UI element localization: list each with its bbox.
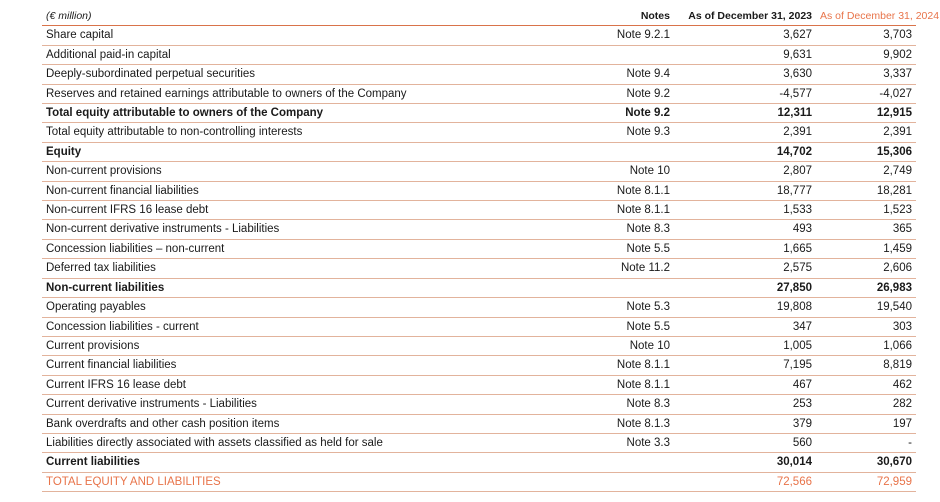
table-row (42, 239, 916, 258)
row-value-2023: 3,627 (678, 26, 816, 45)
row-value-2024: 3,703 (816, 26, 916, 45)
row-value-2023: 19,808 (678, 298, 816, 317)
row-label: Operating payables (42, 298, 550, 317)
row-note: Note 9.3 (550, 123, 678, 142)
row-label: Total equity attributable to owners of the Company (42, 104, 550, 123)
row-note: Note 8.1.1 (550, 375, 678, 394)
table-row (42, 433, 916, 452)
row-note: Note 3.3 (550, 433, 678, 452)
row-value-2024: - (816, 433, 916, 452)
row-note (550, 453, 678, 472)
row-value-2023: 72,566 (678, 472, 816, 491)
row-value-2024: 282 (816, 395, 916, 414)
row-note: Note 11.2 (550, 259, 678, 278)
row-value-2024: 15,306 (816, 142, 916, 161)
row-value-2024: 365 (816, 220, 916, 239)
row-value-2023: 493 (678, 220, 816, 239)
row-label: Concession liabilities - current (42, 317, 550, 336)
table-row (42, 162, 916, 181)
row-note: Note 5.5 (550, 239, 678, 258)
row-value-2023: 3,630 (678, 65, 816, 84)
row-note: Note 10 (550, 336, 678, 355)
row-label: Current provisions (42, 336, 550, 355)
table-row (42, 278, 916, 297)
row-value-2023: -4,577 (678, 84, 816, 103)
table-row (42, 375, 916, 394)
row-label: Deeply-subordinated perpetual securities (42, 65, 550, 84)
row-value-2024: -4,027 (816, 84, 916, 103)
row-label: Current liabilities (42, 453, 550, 472)
row-label: Total equity attributable to non-controlling interests (42, 123, 550, 142)
row-label: Bank overdrafts and other cash position items (42, 414, 550, 433)
row-value-2023: 18,777 (678, 181, 816, 200)
row-label: Non-current derivative instruments - Liabilities (42, 220, 550, 239)
row-note (550, 45, 678, 64)
row-value-2024: 8,819 (816, 356, 916, 375)
row-label: Reserves and retained earnings attributable to owners of the Company (42, 84, 550, 103)
row-value-2023: 1,665 (678, 239, 816, 258)
notes-column-header: Notes (550, 7, 678, 26)
balance-sheet (42, 7, 940, 492)
row-value-2024: 2,606 (816, 259, 916, 278)
row-label: Current derivative instruments - Liabilities (42, 395, 550, 414)
row-value-2023: 9,631 (678, 45, 816, 64)
table-row (42, 181, 916, 200)
row-label: Equity (42, 142, 550, 161)
row-value-2024: 2,391 (816, 123, 916, 142)
row-value-2023: 2,807 (678, 162, 816, 181)
row-value-2024: 3,337 (816, 65, 916, 84)
row-label: Non-current provisions (42, 162, 550, 181)
table-row (42, 84, 916, 103)
row-note (550, 472, 678, 491)
row-note (550, 278, 678, 297)
table-row (42, 104, 916, 123)
column-header-2023: As of December 31, 2023 (678, 7, 816, 26)
row-value-2024: 18,281 (816, 181, 916, 200)
table-header-row (42, 7, 916, 26)
row-note: Note 9.2.1 (550, 26, 678, 45)
table-row (42, 26, 916, 45)
row-note: Note 8.3 (550, 220, 678, 239)
row-value-2023: 30,014 (678, 453, 816, 472)
row-label: Non-current liabilities (42, 278, 550, 297)
row-value-2023: 253 (678, 395, 816, 414)
table-row (42, 65, 916, 84)
table-row (42, 395, 916, 414)
row-value-2024: 19,540 (816, 298, 916, 317)
table-row (42, 298, 916, 317)
row-value-2024: 303 (816, 317, 916, 336)
row-value-2023: 560 (678, 433, 816, 452)
row-note: Note 10 (550, 162, 678, 181)
row-note: Note 9.2 (550, 104, 678, 123)
row-label: Non-current IFRS 16 lease debt (42, 201, 550, 220)
row-note (550, 142, 678, 161)
row-note: Note 8.3 (550, 395, 678, 414)
row-value-2024: 30,670 (816, 453, 916, 472)
row-value-2024: 12,915 (816, 104, 916, 123)
table-row (42, 220, 916, 239)
row-label: Liabilities directly associated with assets classified as held for sale (42, 433, 550, 452)
row-note: Note 8.1.3 (550, 414, 678, 433)
row-value-2024: 197 (816, 414, 916, 433)
row-label: Current IFRS 16 lease debt (42, 375, 550, 394)
row-label: Current financial liabilities (42, 356, 550, 375)
unit-label: (€ million) (42, 7, 550, 26)
column-header-2024: As of December 31, 2024 (816, 7, 916, 26)
row-value-2023: 12,311 (678, 104, 816, 123)
row-value-2024: 26,983 (816, 278, 916, 297)
row-value-2024: 1,459 (816, 239, 916, 258)
table-row (42, 453, 916, 472)
row-value-2024: 462 (816, 375, 916, 394)
row-value-2023: 27,850 (678, 278, 816, 297)
row-value-2023: 1,533 (678, 201, 816, 220)
row-value-2024: 1,066 (816, 336, 916, 355)
table-row (42, 142, 916, 161)
table-row (42, 336, 916, 355)
row-label: TOTAL EQUITY AND LIABILITIES (42, 472, 550, 491)
row-note: Note 5.3 (550, 298, 678, 317)
row-value-2023: 347 (678, 317, 816, 336)
row-note: Note 8.1.1 (550, 181, 678, 200)
table-row (42, 472, 916, 491)
row-note: Note 9.4 (550, 65, 678, 84)
row-label: Non-current financial liabilities (42, 181, 550, 200)
row-label: Share capital (42, 26, 550, 45)
row-value-2023: 14,702 (678, 142, 816, 161)
table-row (42, 259, 916, 278)
row-value-2023: 2,575 (678, 259, 816, 278)
table-row (42, 123, 916, 142)
row-value-2023: 7,195 (678, 356, 816, 375)
row-value-2024: 9,902 (816, 45, 916, 64)
row-note: Note 8.1.1 (550, 356, 678, 375)
table-row (42, 356, 916, 375)
row-note: Note 8.1.1 (550, 201, 678, 220)
row-value-2023: 379 (678, 414, 816, 433)
table-row (42, 317, 916, 336)
liabilities-table (42, 7, 940, 492)
row-label: Additional paid-in capital (42, 45, 550, 64)
row-value-2024: 1,523 (816, 201, 916, 220)
row-label: Concession liabilities – non-current (42, 239, 550, 258)
row-value-2024: 72,959 (816, 472, 916, 491)
table-row (42, 201, 916, 220)
row-label: Deferred tax liabilities (42, 259, 550, 278)
row-value-2023: 2,391 (678, 123, 816, 142)
row-value-2024: 2,749 (816, 162, 916, 181)
table-row (42, 414, 916, 433)
row-value-2023: 467 (678, 375, 816, 394)
row-note: Note 9.2 (550, 84, 678, 103)
row-value-2023: 1,005 (678, 336, 816, 355)
row-note: Note 5.5 (550, 317, 678, 336)
table-row (42, 45, 916, 64)
